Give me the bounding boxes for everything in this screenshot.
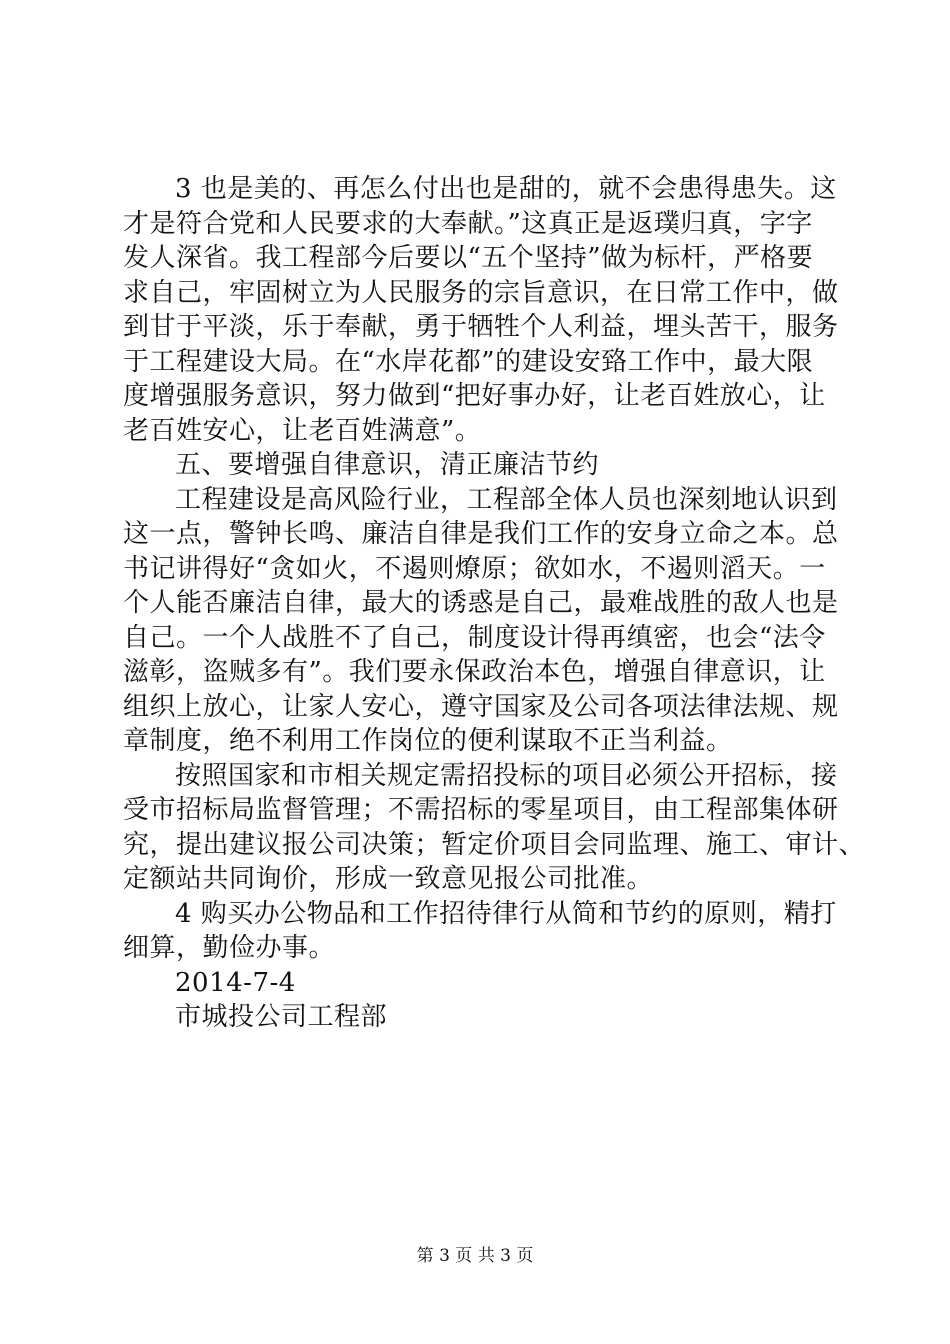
body-line: 求自己，牢固树立为人民服务的宗旨意识，在日常工作中，做 bbox=[123, 277, 839, 308]
body-line: 细算，勤俭办事。 bbox=[123, 933, 336, 963]
body-line: 书记讲得好“贪如火，不遏则燎原；欲如水，不遏则滔天。一 bbox=[123, 553, 826, 584]
body-line: 发人深省。我工程部今后要以“五个坚持”做为标杆，严格要 bbox=[123, 243, 814, 273]
body-line: 才是符合党和人民要求的大奉献。”这真正是返璞归真，字字 bbox=[123, 208, 813, 239]
body-line: 章制度，绝不利用工作岗位的便利谋取不正当利益。 bbox=[123, 726, 733, 756]
body-line: 于工程建设大局。在“水岸花都”的建设安臵工作中，最大限 bbox=[123, 346, 814, 377]
document-body bbox=[123, 172, 866, 1035]
body-line: 工程建设是高风险行业，工程部全体人员也深刻地认识到 bbox=[175, 484, 838, 515]
body-line: 到甘于平淡，乐于奉献，勇于牺牲个人利益，埋头苦干，服务 bbox=[123, 312, 839, 342]
body-line: 滋彰，盗贼多有”。我们要永保政治本色，增强自律意识，让 bbox=[123, 657, 826, 687]
body-line: 定额站共同询价，形成一致意见报公司批准。 bbox=[123, 864, 654, 894]
document-signature: 市城投公司工程部 bbox=[175, 1002, 388, 1032]
body-line: 受市招标局监督管理；不需招标的零星项目，由工程部集体研 bbox=[123, 795, 839, 825]
page-number-footer: 第 3 页 共 3 页 bbox=[416, 1246, 534, 1266]
body-line: 老百姓安心，让老百姓满意”。 bbox=[123, 415, 482, 446]
document-date: 2014-7-4 bbox=[175, 967, 296, 998]
body-line: 究，提出建议报公司决策；暂定价项目会同监理、施工、审计、 bbox=[123, 829, 866, 860]
body-line: 度增强服务意识，努力做到“把好事办好，让老百姓放心，让 bbox=[123, 381, 826, 411]
body-line: 组织上放心，让家人安心，遵守国家及公司各项法律法规、规 bbox=[123, 691, 839, 722]
body-line: 3 也是美的、再怎么付出也是甜的，就不会患得患失。这 bbox=[175, 174, 837, 204]
body-line: 按照国家和市相关规定需招投标的项目必须公开招标，接 bbox=[175, 760, 838, 791]
body-line: 自己。一个人战胜不了自己，制度设计得再缜密，也会“法令 bbox=[123, 622, 826, 653]
body-line: 4 购买办公物品和工作招待律行从简和节约的原则，精打 bbox=[175, 898, 837, 929]
body-line: 个人能否廉洁自律，最大的诱惑是自己，最难战胜的敌人也是 bbox=[123, 588, 839, 618]
section-heading: 五、要增强自律意识，清正廉洁节约 bbox=[175, 450, 600, 480]
body-line: 这一点，警钟长鸣、廉洁自律是我们工作的安身立命之本。总 bbox=[123, 519, 839, 549]
